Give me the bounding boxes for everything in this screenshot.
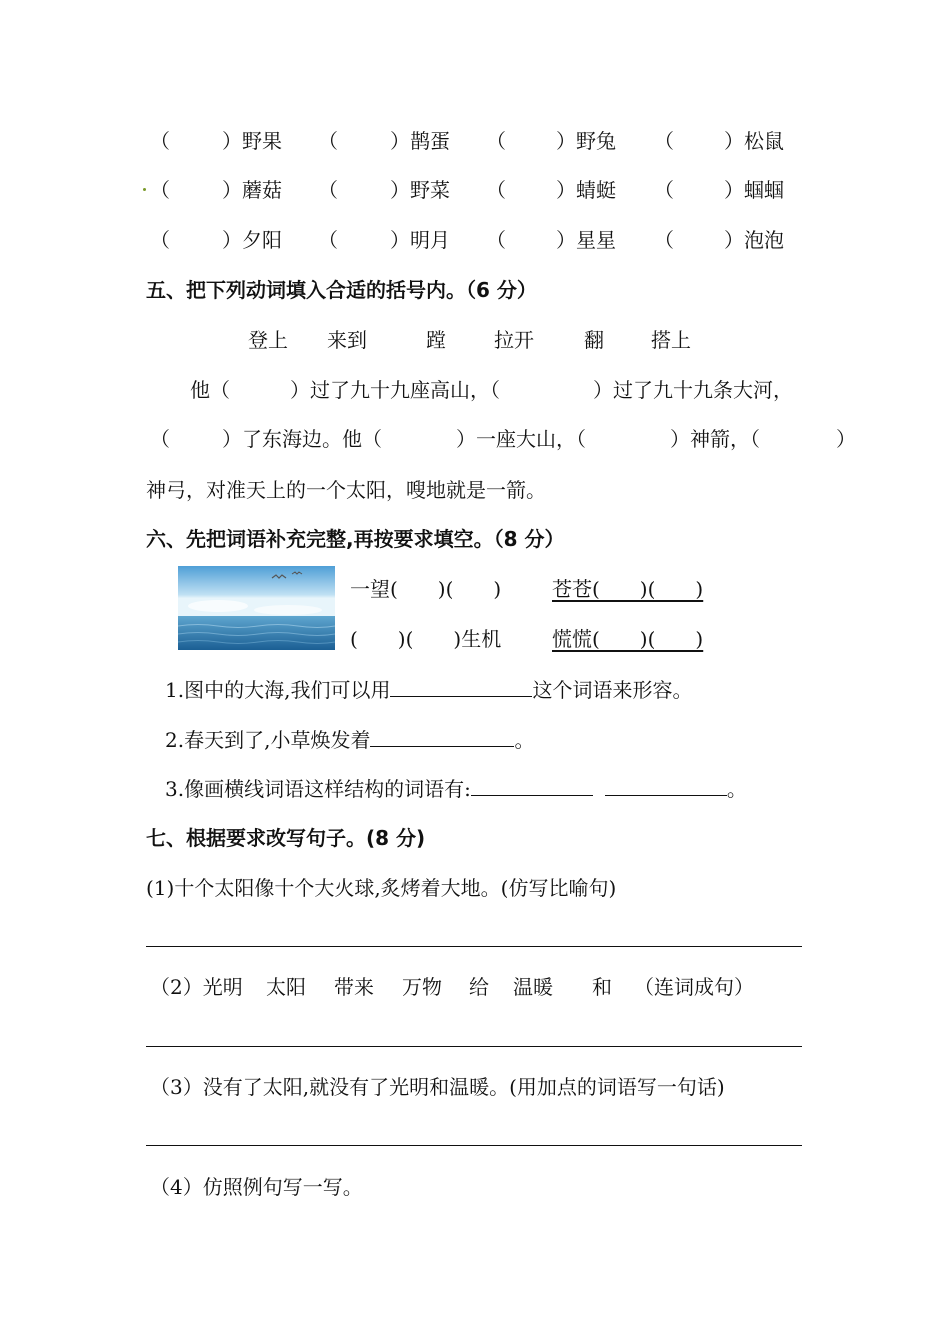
paren-open: （	[486, 129, 506, 153]
answer-blank[interactable]	[390, 676, 532, 697]
word-item: ）夕阳	[222, 228, 282, 252]
paren-open: （	[318, 228, 338, 252]
word-item: ）明月	[390, 228, 450, 252]
passage-text: ）过了九十九座高山，（	[290, 378, 500, 402]
word-item: ）鹊蛋	[390, 129, 450, 153]
sea-picture	[178, 566, 335, 650]
word-item: ）野兔	[556, 129, 616, 153]
task-word: 和	[592, 975, 612, 999]
section-6-item-1	[165, 676, 692, 703]
task-word: 带来	[334, 975, 374, 999]
section-5-title: 五、把下列动词填入合适的括号内。（6 分）	[146, 278, 537, 302]
task-word: 万物	[402, 975, 442, 999]
verb-word: 搭上	[651, 328, 691, 352]
answer-line[interactable]	[146, 1145, 802, 1146]
idiom-fill-2: 苍苍( )( )	[552, 577, 704, 601]
answer-line[interactable]	[146, 946, 802, 947]
task-word: 给	[469, 975, 489, 999]
passage-text: ）了东海边。他（	[222, 427, 382, 451]
passage-text: 他（	[190, 378, 230, 402]
verb-word: 来到	[327, 328, 367, 352]
answer-blank[interactable]	[471, 775, 593, 796]
paren-open: （	[486, 178, 506, 202]
word-item: ）野果	[222, 129, 282, 153]
passage-text: 神弓，对准天上的一个太阳，嗖地就是一箭。	[146, 478, 546, 502]
word-item: ）蘑菇	[222, 178, 282, 202]
paren-open: （	[654, 178, 674, 202]
stray-dot	[143, 188, 146, 191]
rewrite-task-3: （3）没有了太阳,就没有了光明和温暖。(用加点的词语写一句话)	[150, 1075, 725, 1099]
word-item: ）星星	[556, 228, 616, 252]
idiom-fill-1: 一望( )( )	[350, 577, 502, 601]
item-text: 2.春天到了,小草焕发着	[165, 728, 371, 752]
task-word: 太阳	[266, 975, 306, 999]
word-item: ）野菜	[390, 178, 450, 202]
passage-text: ）	[836, 427, 856, 451]
rewrite-task-4: （4）仿照例句写一写。	[150, 1175, 363, 1199]
paren-open: （	[654, 129, 674, 153]
answer-blank[interactable]	[370, 726, 514, 747]
idiom-fill-4: 慌慌( )( )	[552, 627, 704, 651]
section-6-item-3	[165, 775, 747, 802]
item-text: 。	[514, 728, 535, 752]
paren-open: （	[150, 129, 170, 153]
section-7-title: 七、根据要求改写句子。(8 分)	[146, 826, 426, 850]
item-text: 1.图中的大海,我们可以用	[165, 678, 391, 702]
verb-word: 拉开	[494, 328, 534, 352]
paren-open: （	[150, 178, 170, 202]
word-item: ）蝈蝈	[724, 178, 784, 202]
idiom-fill-3: ( )( )生机	[350, 627, 502, 651]
answer-line[interactable]	[146, 1046, 802, 1047]
rewrite-task-1: (1)十个太阳像十个大火球,炙烤着大地。(仿写比喻句)	[146, 876, 617, 900]
passage-text: ）过了九十九条大河，	[593, 378, 793, 402]
passage-text: （	[150, 427, 170, 451]
section-6-title: 六、先把词语补充完整,再按要求填空。（8 分）	[146, 527, 565, 551]
word-item: ）泡泡	[724, 228, 784, 252]
task-word: （2）光明	[150, 975, 243, 999]
item-text: 。	[726, 777, 747, 801]
paren-open: （	[486, 228, 506, 252]
verb-word: 蹚	[426, 328, 446, 352]
word-item: ）蜻蜓	[556, 178, 616, 202]
paren-open: （	[318, 178, 338, 202]
item-text: 这个词语来形容。	[532, 678, 693, 702]
task-word: 温暖	[513, 975, 553, 999]
word-item: ）松鼠	[724, 129, 784, 153]
paren-open: （	[654, 228, 674, 252]
verb-word: 登上	[248, 328, 288, 352]
paren-open: （	[150, 228, 170, 252]
item-text: 3.像画横线词语这样结构的词语有:	[165, 777, 471, 801]
task-word: （连词成句）	[634, 975, 754, 999]
section-6-item-2	[165, 726, 534, 753]
paren-open: （	[318, 129, 338, 153]
verb-word: 翻	[584, 328, 604, 352]
passage-text: ）一座大山，（	[456, 427, 586, 451]
answer-blank[interactable]	[605, 775, 727, 796]
passage-text: ）神箭，（	[670, 427, 760, 451]
